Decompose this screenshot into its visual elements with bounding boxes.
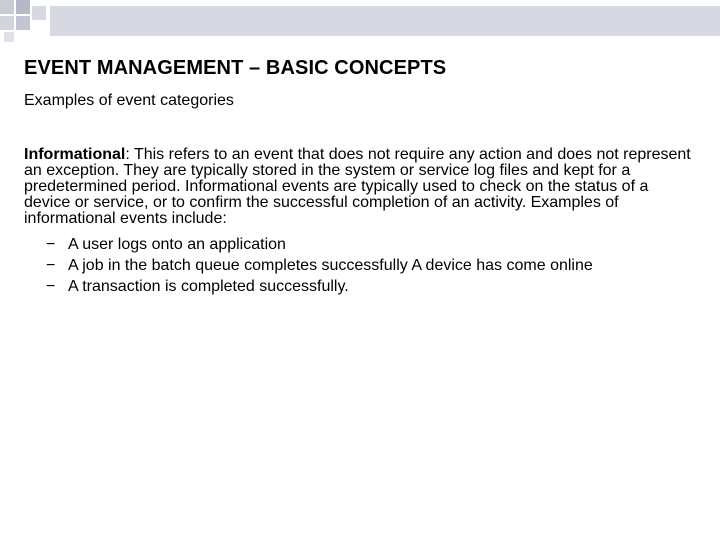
decor-square (16, 16, 30, 30)
slide-body (24, 147, 696, 299)
decor-square (4, 32, 14, 42)
example-text: A transaction is completed successfully. (68, 278, 349, 295)
definition-paragraph (24, 147, 696, 227)
definition-term: Informational (24, 146, 126, 163)
decor-square (16, 0, 30, 14)
header-decoration-bar (50, 6, 720, 36)
bullet-dash: − (46, 257, 56, 274)
decor-square (32, 6, 46, 20)
decor-square (0, 16, 14, 30)
slide-title: EVENT MANAGEMENT – BASIC CONCEPTS (24, 57, 447, 79)
list-item (24, 257, 708, 274)
example-text: A job in the batch queue completes successfully A device has come online (68, 257, 593, 274)
definition-text: : This refers to an event that does not require any action and does not represent an exception. They are typically stored in the system or service log files and kept for a predetermined period. Informational events are typically used to check on the status of a device or service, or to confirm the successful completion of an activity. Examples of informational events include: (24, 146, 691, 227)
list-item (24, 278, 708, 295)
slide-subtitle: Examples of event categories (24, 92, 234, 109)
list-item (24, 236, 708, 253)
example-text: A user logs onto an application (68, 236, 286, 253)
bullet-dash: − (46, 278, 56, 295)
decor-square (0, 0, 14, 14)
examples-list (24, 236, 696, 295)
corner-decoration (0, 0, 60, 48)
bullet-dash: − (46, 236, 56, 253)
